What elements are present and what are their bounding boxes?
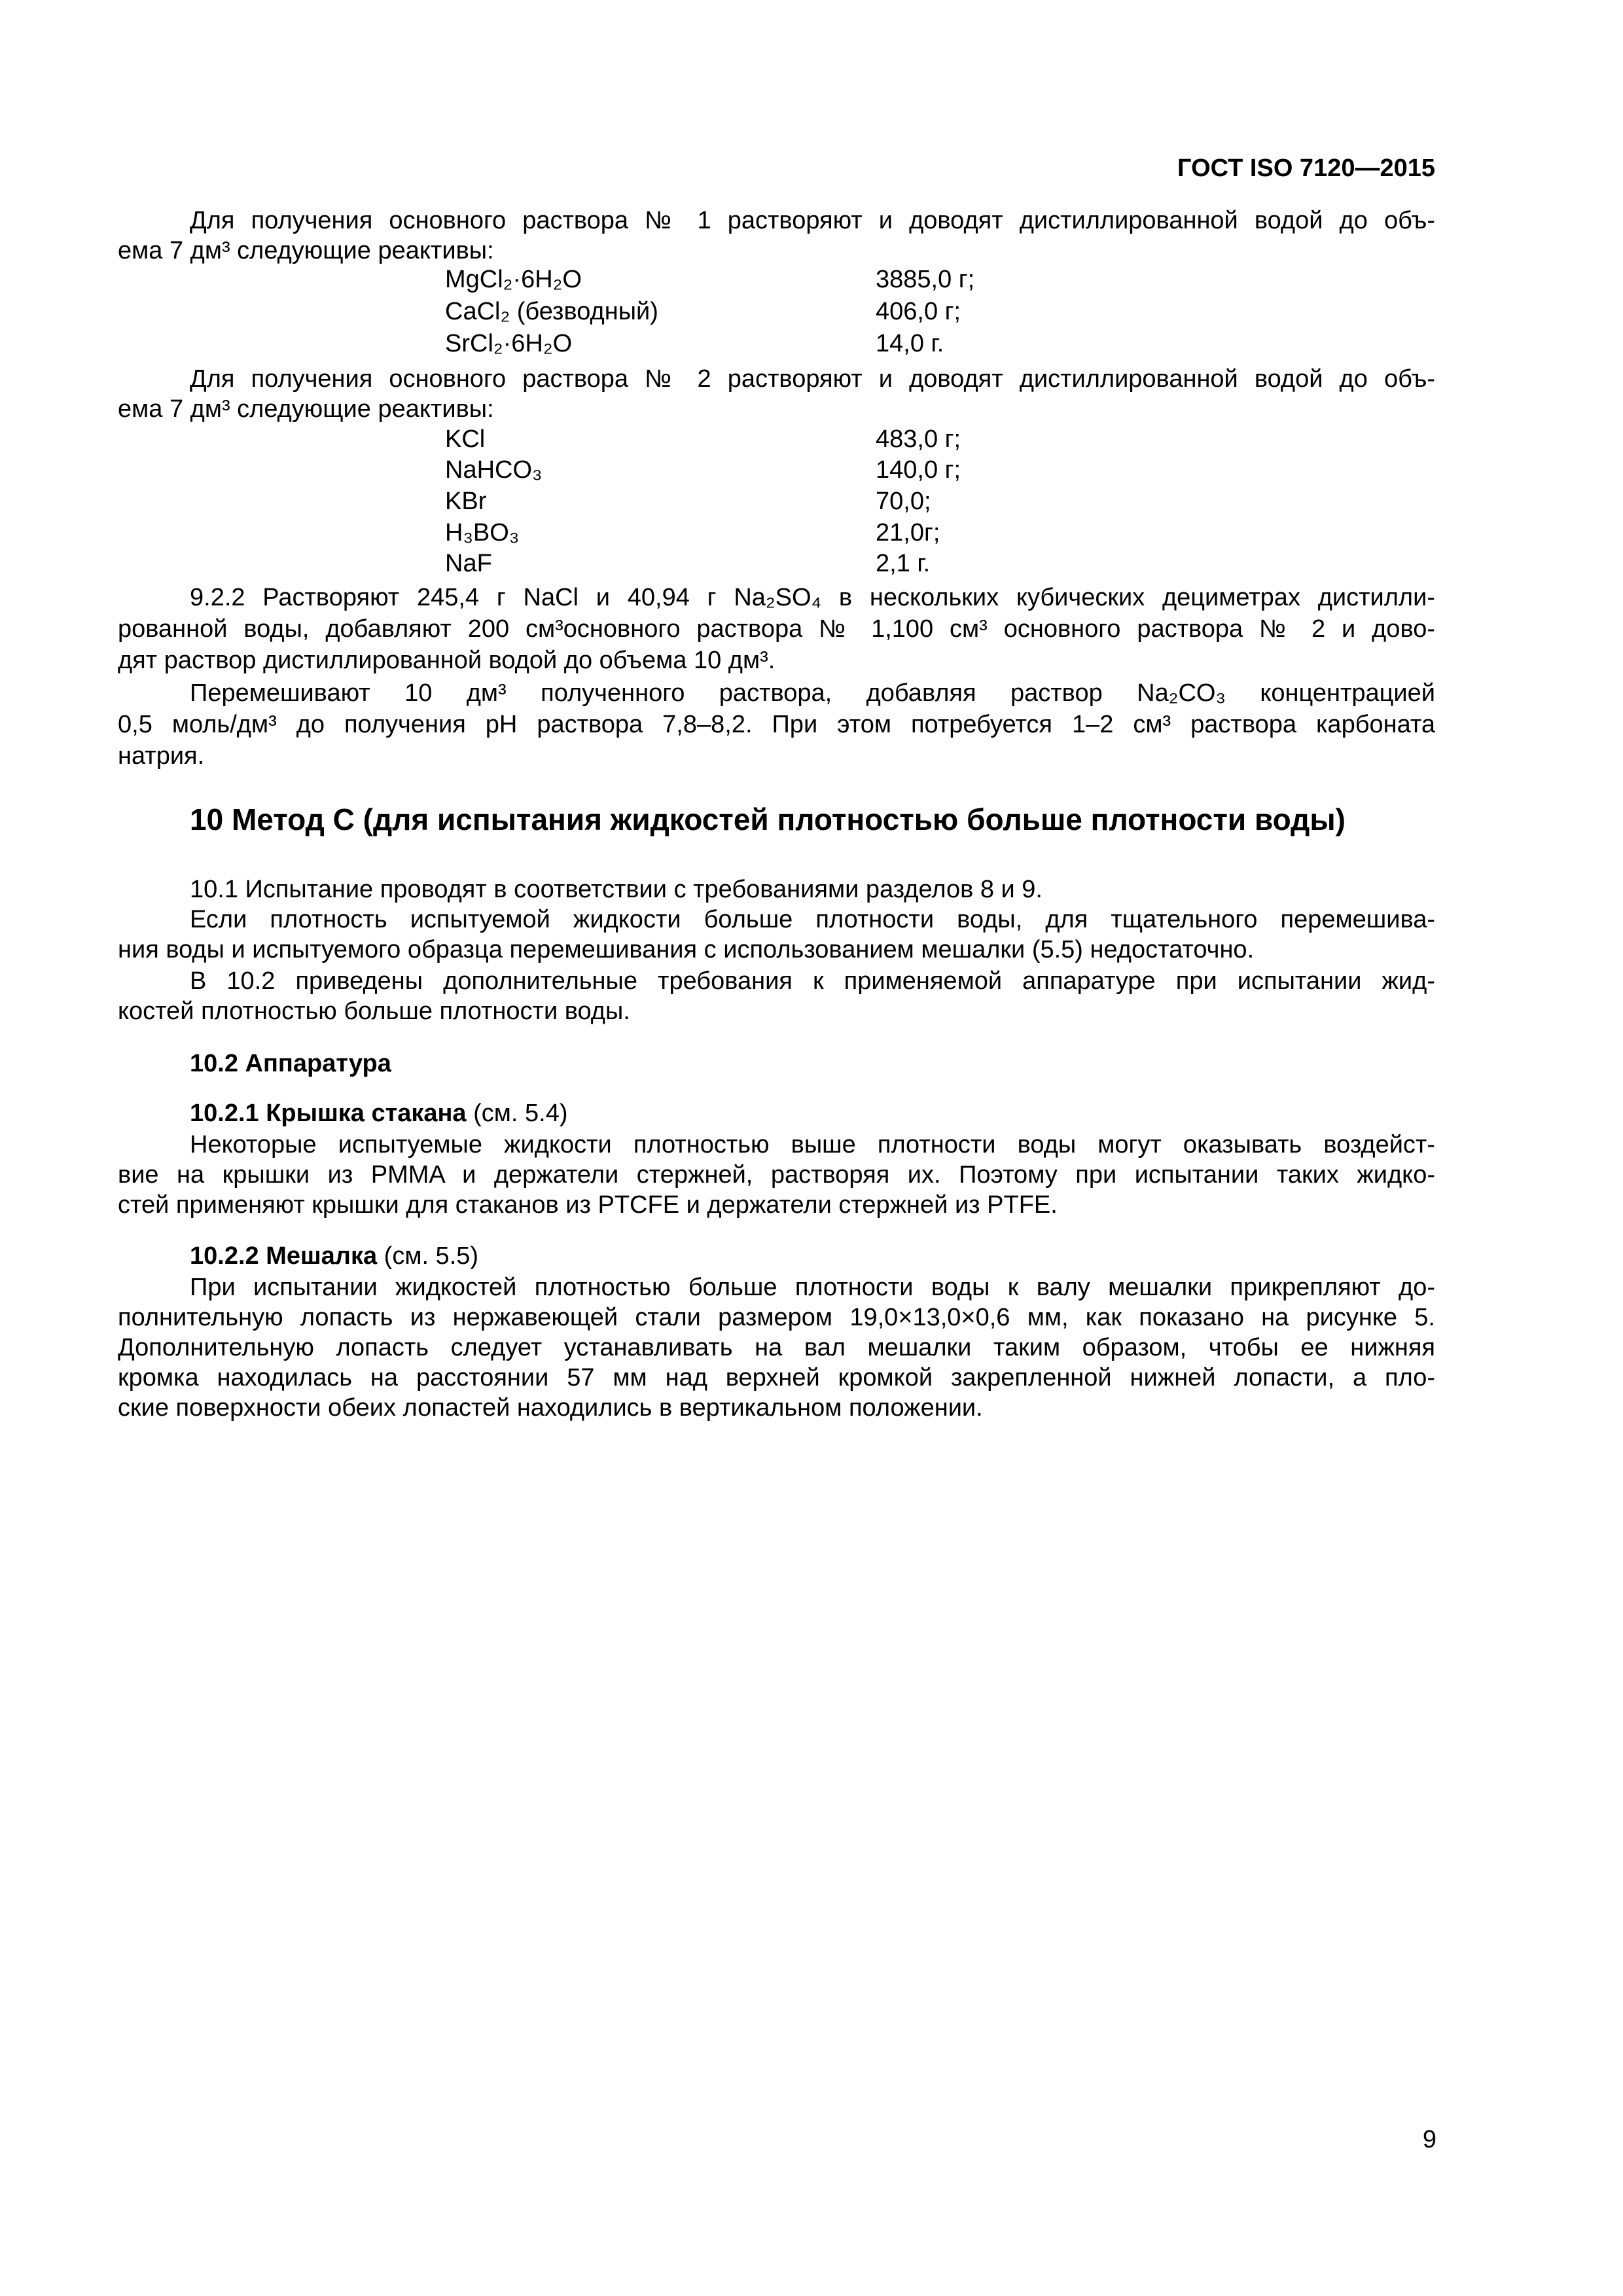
paragraph-line: Для получения основного раствора № 2 растворяют и доводят дистиллированной водой до объ- <box>190 365 1435 393</box>
paragraph-line: полнительную лопасть из нержавеющей стали размером 19,0×13,0×0,6 мм, как показано на рисунке 5. <box>118 1304 1435 1331</box>
paragraph-line: натрия. <box>118 742 205 770</box>
reagent-quantity: 21,0г; <box>876 519 940 547</box>
paragraph-line: ема 7 дм³ следующие реактивы: <box>118 237 494 264</box>
reagent-name: KBr <box>445 488 487 515</box>
reagent-quantity: 3885,0 г; <box>876 266 975 293</box>
page-number: 9 <box>1422 2126 1436 2153</box>
paragraph-line: Перемешивают 10 дм³ полученного раствора, добавляя раствор Na₂CO₃ концентрацией <box>190 679 1435 707</box>
subsection-heading: 10.2 Аппаратура <box>190 1050 391 1077</box>
reagent-name: MgCl₂·6H₂O <box>445 266 582 293</box>
paragraph-line: ские поверхности обеих лопастей находились в вертикальном положении. <box>118 1394 983 1422</box>
reagent-quantity: 406,0 г; <box>876 298 961 325</box>
reagent-name: H₃BO₃ <box>445 519 520 547</box>
paragraph-line: При испытании жидкостей плотностью больше плотности воды к валу мешалки прикрепляют до- <box>190 1274 1435 1301</box>
reagent-quantity: 483,0 г; <box>876 425 961 453</box>
section-heading: 10 Метод С (для испытания жидкостей плотностью больше плотности воды) <box>190 802 1346 836</box>
reagent-name: NaHCO₃ <box>445 456 543 484</box>
subsection-reference: (см. 5.4) <box>466 1100 568 1127</box>
subsection-title: 10.2.1 Крышка стакана <box>190 1100 467 1127</box>
document-standard-id: ГОСТ ISO 7120—2015 <box>1177 154 1435 182</box>
reagent-name: NaF <box>445 550 492 577</box>
paragraph-line: дят раствор дистиллированной водой до объема 10 дм³. <box>118 647 776 674</box>
paragraph-line: В 10.2 приведены дополнительные требования к применяемой аппаратуре при испытании жид- <box>190 967 1435 995</box>
subsection-heading <box>190 1100 568 1128</box>
paragraph-line: вие на крышки из PMMA и держатели стержней, растворяя их. Поэтому при испытании таких жидко- <box>118 1161 1435 1189</box>
subsection-title: 10.2.2 Мешалка <box>190 1242 378 1270</box>
paragraph-line: Если плотность испытуемой жидкости больше плотности воды, для тщательного перемешива- <box>190 906 1435 933</box>
paragraph-line: 9.2.2 Растворяют 245,4 г NaCl и 40,94 г Na₂SO₄ в нескольких кубических дециметрах дистилли- <box>190 584 1435 611</box>
paragraph-line: 0,5 моль/дм³ до получения pH раствора 7,8–8,2. При этом потребуется 1–2 см³ раствора карбоната <box>118 711 1435 738</box>
reagent-quantity: 2,1 г. <box>876 550 931 577</box>
paragraph-line: кромка находилась на расстоянии 57 мм над верхней кромкой закрепленной нижней лопасти, а пло- <box>118 1364 1435 1391</box>
reagent-name: SrCl₂·6H₂O <box>445 330 573 357</box>
reagent-name: CaCl₂ (безводный) <box>445 298 658 325</box>
paragraph-line: костей плотностью больше плотности воды. <box>118 997 630 1025</box>
paragraph-line: стей применяют крышки для стаканов из PTCFE и держатели стержней из PTFE. <box>118 1191 1058 1219</box>
paragraph-line: 10.1 Испытание проводят в соответствии с требованиями разделов 8 и 9. <box>190 876 1043 903</box>
reagent-quantity: 70,0; <box>876 488 931 515</box>
reagent-name: KCl <box>445 425 486 453</box>
paragraph-line: рованной воды, добавляют 200 см³основного раствора № 1,100 см³ основного раствора № 2 и дово- <box>118 615 1435 643</box>
paragraph-line: ния воды и испытуемого образца перемешивания с использованием мешалки (5.5) недостаточно. <box>118 936 1255 963</box>
subsection-reference: (см. 5.5) <box>377 1242 479 1270</box>
paragraph-line: ема 7 дм³ следующие реактивы: <box>118 395 494 423</box>
paragraph-line: Для получения основного раствора № 1 растворяют и доводят дистиллированной водой до объ- <box>190 207 1435 234</box>
paragraph-line: Некоторые испытуемые жидкости плотностью выше плотности воды могут оказывать воздейст- <box>190 1131 1435 1158</box>
reagent-quantity: 140,0 г; <box>876 456 961 484</box>
reagent-quantity: 14,0 г. <box>876 330 944 357</box>
paragraph-line: Дополнительную лопасть следует устанавливать на вал мешалки таким образом, чтобы ее нижняя <box>118 1334 1435 1361</box>
subsection-heading <box>190 1242 478 1270</box>
